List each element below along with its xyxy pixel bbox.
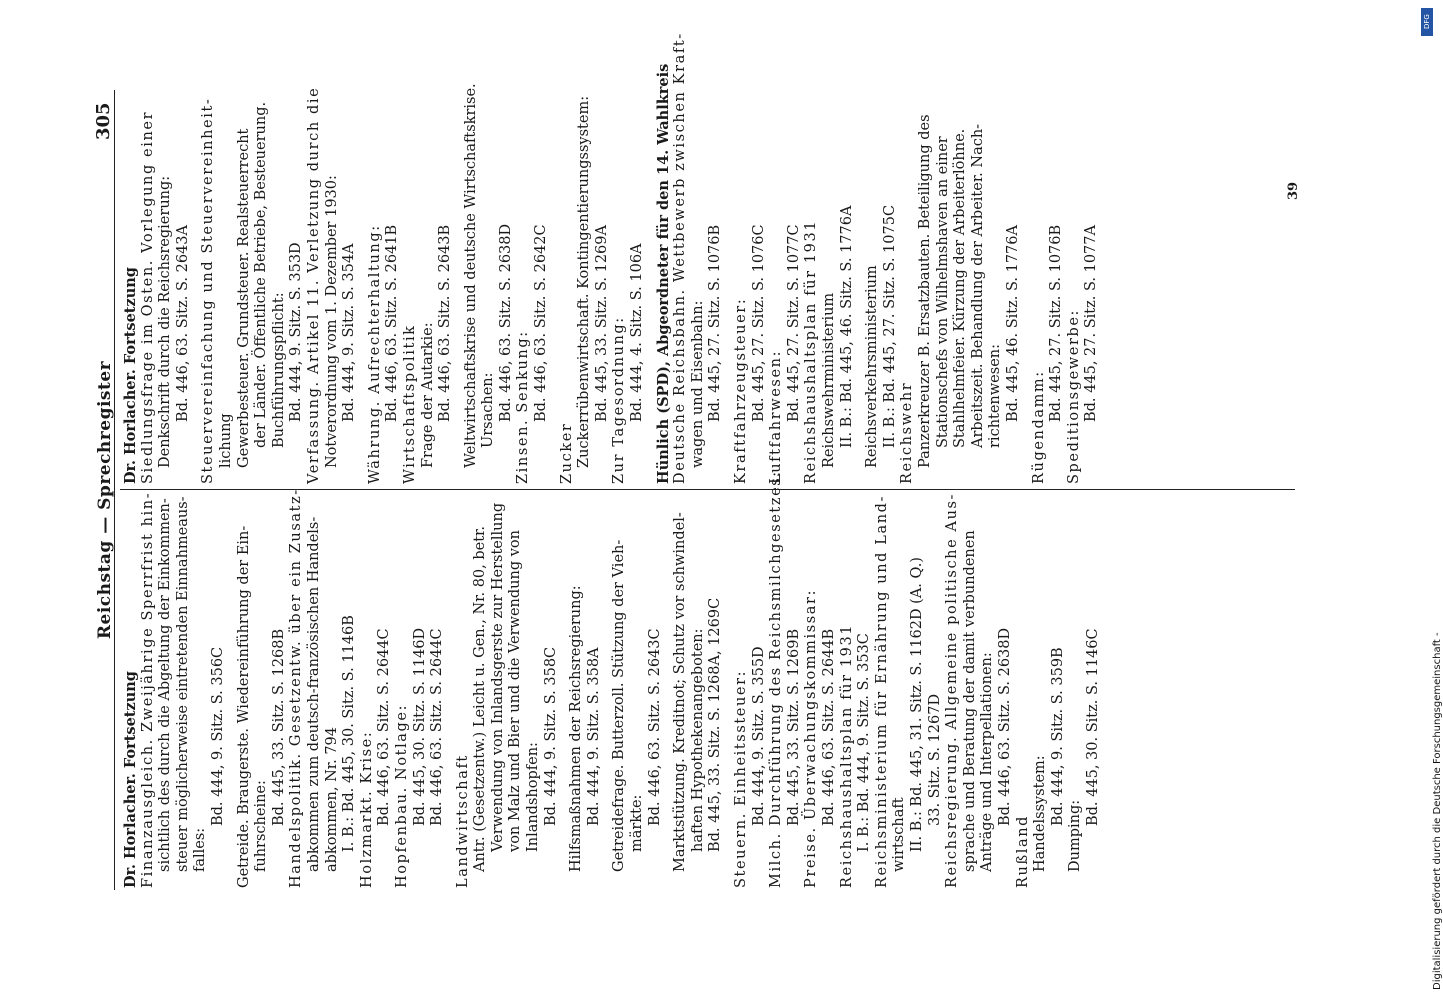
register-line: Reichshaushaltsplan für 1931 bbox=[838, 623, 855, 888]
register-line: lichung bbox=[217, 413, 234, 468]
register-line: Bd. 445, 33. Sitz. S. 1268B bbox=[270, 628, 287, 826]
register-line: Bd. 445, 33. Sitz. S. 1269A bbox=[593, 225, 610, 422]
register-line: Dr. Horlacher. Fortsetzung bbox=[122, 671, 139, 888]
spacer bbox=[228, 503, 236, 888]
register-line: Ursachen: bbox=[480, 372, 497, 448]
register-line: Bd. 444, 9. Sitz. S. 356C bbox=[209, 646, 226, 826]
register-line: Reichswehr bbox=[899, 381, 916, 484]
register-line: Hopfenbau. Notlage: bbox=[393, 703, 410, 888]
register-line: Denkschrift durch die Reichsregierung: bbox=[157, 175, 174, 468]
register-line: Bd. 445, 27. Sitz. S. 1076B bbox=[707, 224, 724, 422]
register-line: Siedlungsfrage im Osten. Vorlegung einer bbox=[139, 110, 156, 484]
register-line: Speditionsgewerbe: bbox=[1065, 308, 1082, 484]
register-line: Bd. 446, 63. Sitz. S. 2643C bbox=[646, 628, 663, 826]
register-line: Kraftfahrzeugsteuer: bbox=[733, 297, 749, 484]
register-line: Bd. 444, 9. Sitz. S. 353D bbox=[288, 242, 305, 422]
register-line: Bd. 445, 33. Sitz. S. 1268A, 1269C bbox=[707, 597, 724, 852]
register-line: Steuervereinfachung und Steuervereinheit- bbox=[200, 97, 217, 484]
spacer bbox=[725, 99, 733, 484]
register-line: wagen und Eisenbahn: bbox=[689, 300, 706, 468]
register-line: Bd. 444, 9. Sitz. S. 358C bbox=[542, 646, 559, 826]
spacer bbox=[725, 503, 733, 888]
register-line: I. B.: Bd. 444, 9. Sitz. S. 353C bbox=[856, 633, 873, 852]
digitization-credit: Digitalisierung gefördert durch die Deutsche Forschungsgemeinschaft - bbox=[1432, 632, 1443, 990]
register-line: Bd. 445, 30. Sitz. S. 1146D bbox=[411, 627, 428, 826]
spacer bbox=[455, 99, 463, 484]
register-line: Bd. 445, 27. Sitz. S. 1077C bbox=[785, 224, 802, 422]
register-line: Zucker bbox=[558, 422, 575, 484]
register-line: Handelspolitik. Gesetzentw. über ein Zusatz- bbox=[288, 488, 305, 888]
register-line: Buchführungspflicht: bbox=[270, 292, 287, 448]
page-header-title: Reichstag — Sprechregister bbox=[95, 360, 115, 640]
register-line: Bd. 446, 63. Sitz. S. 2644B bbox=[820, 628, 837, 826]
register-line: Holzmarkt. Krise: bbox=[358, 730, 375, 888]
register-line: sichtlich des durch die Abgeltung der Einkommen- bbox=[157, 498, 174, 872]
spacer bbox=[560, 503, 568, 888]
right-column bbox=[122, 32, 1101, 484]
signature-mark: 39 bbox=[1286, 181, 1301, 200]
spacer bbox=[192, 99, 200, 484]
register-line: Reichsverkehrsministerium bbox=[864, 265, 881, 468]
register-line: haften Hypothekenangeboten: bbox=[689, 628, 706, 852]
register-line: Dr. Horlacher. Fortsetzung bbox=[122, 267, 139, 484]
spacer bbox=[551, 99, 559, 484]
register-line: Bd. 445, 27. Sitz. S. 1077A bbox=[1083, 225, 1100, 422]
register-line: Notverordnung vom 1. Dezember 1930: bbox=[323, 175, 340, 468]
register-line: abkommen zum deutsch-französischen Handels- bbox=[305, 516, 322, 872]
register-line: Zinsen. Senkung: bbox=[515, 330, 532, 484]
spacer bbox=[647, 99, 655, 484]
register-line: Verwendung von Inlandsgerste zur Herstellung bbox=[489, 502, 506, 852]
page-number: 305 bbox=[93, 102, 114, 140]
register-line: Bd. 446, 63. Sitz. S. 2642C bbox=[533, 224, 550, 422]
register-line: Panzerkreuzer B. Ersatzbauten. Beteiligung des bbox=[916, 114, 933, 468]
register-line: Wirtschaftspolitik bbox=[401, 324, 418, 484]
spacer bbox=[664, 503, 672, 888]
register-line: Bd. 444, 9. Sitz. S. 354A bbox=[341, 243, 358, 422]
register-line: Bd. 445, 33. Sitz. S. 1269B bbox=[785, 628, 802, 826]
spacer bbox=[856, 99, 864, 484]
spacer bbox=[359, 99, 367, 484]
register-line: Luftfahrwesen: bbox=[768, 349, 785, 484]
register-line: Deutsche Reichsbahn. Wettbewerb zwischen Kraft- bbox=[672, 32, 689, 484]
left-column bbox=[122, 470, 1102, 888]
register-line: II. B.: Bd. 445, 31. Sitz. S. 1162D (A. Q.) bbox=[908, 557, 925, 852]
register-line: Verfassung. Artikel 11. Verletzung durch die bbox=[305, 86, 322, 484]
register-line: Bd. 446, 63. Sitz. S. 2643A bbox=[174, 225, 191, 422]
register-line: Getreide. Braugerste. Wiedereinführung der Ein- bbox=[235, 525, 252, 888]
register-line: Reichsministerium für Ernährung und Land- bbox=[873, 494, 890, 888]
register-line: Rügendamm: bbox=[1030, 370, 1047, 484]
register-line: Reichshaushaltsplan für 1931 bbox=[803, 219, 820, 484]
register-line: Antr. (Gesetzentw.) Leicht u. Gen., Nr. 80, betr. bbox=[472, 526, 489, 872]
register-line: Bd. 444, 9. Sitz. S. 358A bbox=[585, 647, 602, 826]
dfg-logo: DFG bbox=[1421, 8, 1433, 36]
register-line: Frage der Autarkie: bbox=[419, 322, 436, 468]
register-line: Zur Tagesordnung: bbox=[611, 316, 628, 484]
register-line: steuer möglicherweise eintretenden Einnahmeaus- bbox=[174, 496, 191, 872]
register-line: Hünlich (SPD), Abgeordneter für den 14. Wahlkreis bbox=[654, 63, 672, 484]
register-line: Bd. 445, 46. Sitz. S. 1776A bbox=[1004, 225, 1021, 422]
register-line: Finanzausgleich. Zweijährige Sperrfrist hin- bbox=[139, 491, 156, 888]
spacer bbox=[603, 503, 611, 888]
register-line: Getreidefrage. Butterzoll. Stützung der Vieh- bbox=[611, 539, 628, 872]
register-line: Marktstützung. Kreditnot; Schutz vor schwindel- bbox=[672, 512, 689, 872]
register-line: Bd. 444, 9. Sitz. S. 355D bbox=[750, 646, 767, 826]
register-line: Landwirtschaft bbox=[454, 754, 471, 888]
register-line: I. B.: Bd. 445, 30. Sitz. S. 1146B bbox=[341, 615, 358, 852]
register-line: Bd. 446, 63. Sitz. S. 2641B bbox=[384, 224, 401, 422]
register-line: märkte: bbox=[629, 794, 646, 852]
register-line: Bd. 446, 63. Sitz. S. 2644C bbox=[376, 628, 393, 826]
register-line: Handelssystem: bbox=[1032, 755, 1049, 872]
register-line: 33. Sitz. S. 1267D bbox=[926, 693, 943, 826]
register-line: Dumping: bbox=[1067, 799, 1084, 872]
register-line: fuhrscheine: bbox=[253, 780, 270, 872]
register-line: Reichswehrministerium bbox=[820, 292, 837, 468]
register-line: Bd. 444, 4. Sitz. S. 106A bbox=[629, 243, 646, 422]
register-line: Inlandshopfen: bbox=[525, 742, 542, 852]
register-line: Bd. 445, 27. Sitz. S. 1076C bbox=[750, 224, 767, 422]
register-line: Reichsregierung. Allgemeine politische Aus- bbox=[944, 492, 961, 888]
register-line: Bd. 445, 27. Sitz. S. 1076B bbox=[1048, 224, 1065, 422]
register-line: abkommen, Nr. 794 bbox=[323, 727, 340, 872]
register-line: Bd. 444, 9. Sitz. S. 359B bbox=[1049, 647, 1066, 826]
header-rule bbox=[114, 90, 115, 890]
register-line: wirtschaft bbox=[891, 797, 908, 872]
register-line: Zuckerrübenwirtschaft. Kontingentierungssystem: bbox=[576, 95, 593, 468]
spacer bbox=[1023, 99, 1031, 484]
register-line: Bd. 445, 30. Sitz. S. 1146C bbox=[1084, 628, 1101, 826]
register-line: der Länder. Öffentliche Betriebe, Besteuerung. bbox=[253, 101, 270, 448]
register-line: von Malz und Bier und die Verwendung von bbox=[507, 529, 524, 852]
register-line: Bd. 446, 63. Sitz. S. 2644C bbox=[429, 628, 446, 826]
register-line: Milch. Durchführung des Reichsmilchgesetzes: bbox=[768, 470, 785, 888]
register-line: II. B.: Bd. 445, 27. Sitz. S. 1075C bbox=[881, 204, 898, 448]
register-line: Anträge und Interpellationen: bbox=[979, 652, 996, 872]
register-line: Stationschefs von Wilhelmshaven an einer bbox=[934, 136, 951, 448]
register-line: Gewerbesteuer. Grundsteuer. Realsteuerrecht bbox=[235, 128, 252, 468]
register-line: richtenwesen: bbox=[987, 343, 1004, 448]
register-line: Preise. Überwachungskommissar: bbox=[803, 588, 820, 888]
register-line: Stahlhelmfeier. Kürzung der Arbeiterlöhne. bbox=[952, 128, 969, 448]
spacer bbox=[447, 503, 455, 888]
register-line: Rußland bbox=[1014, 814, 1031, 888]
register-line: falles: bbox=[192, 827, 209, 872]
register-line: Bd. 446, 63. Sitz. S. 2638D bbox=[497, 223, 514, 422]
register-line: Arbeitszeit. Behandlung der Arbeiter. Nach- bbox=[969, 123, 986, 448]
register-line: Währung. Aufrechterhaltung: bbox=[366, 224, 383, 484]
register-line: sprache und Beratung der damit verbundenen bbox=[961, 530, 978, 872]
register-line: Steuern. Einheitssteuer: bbox=[733, 669, 749, 888]
register-line: Hilfsmaßnahmen der Reichsregierung: bbox=[568, 585, 585, 872]
register-line: Weltwirtschaftskrise und deutsche Wirtschaftskrise. bbox=[462, 83, 479, 468]
register-line: Bd. 446, 63. Sitz. S. 2643B bbox=[437, 224, 454, 422]
register-line: II. B.: Bd. 445, 46. Sitz. S. 1776A bbox=[838, 205, 855, 448]
register-line: Bd. 446, 63. Sitz. S. 2638D bbox=[996, 627, 1013, 826]
